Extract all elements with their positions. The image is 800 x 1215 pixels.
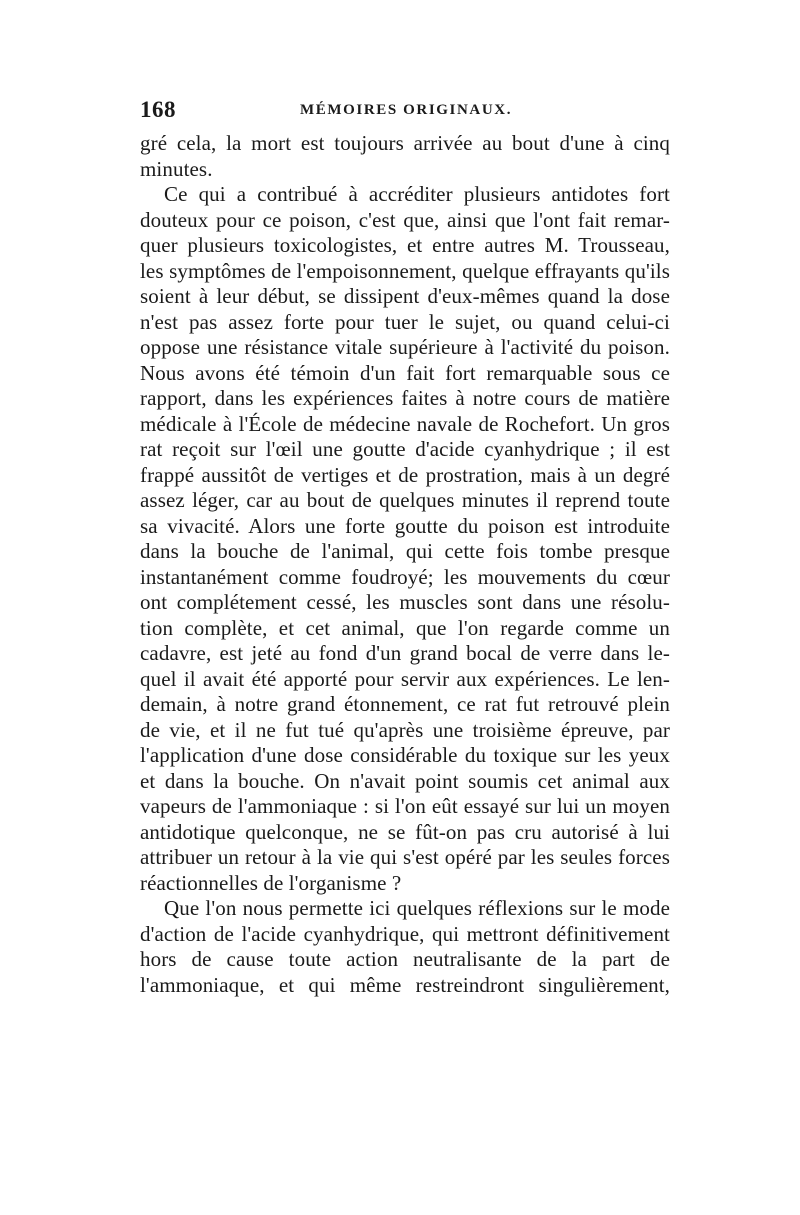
text-line: quel il avait été apporté pour servir aux expériences. Le len- bbox=[140, 666, 670, 691]
text-line: rapport, dans les expériences faites à notre cours de matière bbox=[140, 386, 670, 410]
text-line: frappé aussitôt de vertiges et de prostration, mais à un degré bbox=[140, 462, 670, 487]
text-line: attribuer un retour à la vie qui s'est opéré par les seules forces bbox=[140, 845, 670, 869]
text-line: médicale à l'École de médecine navale de Rochefort. Un gros bbox=[140, 411, 670, 436]
text-line: ont complétement cessé, les muscles sont dans une résolu- bbox=[140, 590, 670, 614]
page-number: 168 bbox=[140, 97, 176, 122]
text-line: sa vivacité. Alors une forte goutte du poison est introduite bbox=[140, 513, 670, 538]
text-line: Que l'on nous permette ici quelques réflexions sur le mode bbox=[164, 896, 670, 920]
text-line: oppose une résistance vitale supérieure à l'activité du poison. bbox=[140, 335, 670, 359]
text-line: minutes. bbox=[140, 156, 213, 181]
text-line: l'application d'une dose considérable du toxique sur les yeux bbox=[140, 743, 670, 767]
text-line: Ce qui a contribué à accréditer plusieurs antidotes fort bbox=[164, 182, 670, 206]
text-line: assez léger, car au bout de quelques minutes il reprend toute bbox=[140, 488, 670, 512]
text-line: quer plusieurs toxicologistes, et entre autres M. Trousseau, bbox=[140, 233, 670, 257]
text-line: instantanément comme foudroyé; les mouvements du cœur bbox=[140, 564, 670, 589]
text-line: gré cela, la mort est toujours arrivée au bout d'une à cinq bbox=[140, 131, 670, 155]
running-title: MÉMOIRES ORIGINAUX. bbox=[300, 102, 513, 118]
running-head bbox=[140, 97, 670, 127]
text-line: rat reçoit sur l'œil une goutte d'acide cyanhydrique ; il est bbox=[140, 437, 670, 461]
text-line: douteux pour ce poison, c'est que, ainsi que l'ont fait remar- bbox=[140, 207, 670, 232]
text-line: les symptômes de l'empoisonnement, quelque effrayants qu'ils bbox=[140, 258, 670, 283]
text-line: l'ammoniaque, et qui même restreindront singulièrement, bbox=[140, 972, 670, 997]
text-line: réactionnelles de l'organisme ? bbox=[140, 870, 402, 895]
text-line: antidotique quelconque, ne se fût-on pas cru autorisé à lui bbox=[140, 819, 670, 844]
body-text bbox=[140, 131, 670, 998]
text-line: hors de cause toute action neutralisante de la part de bbox=[140, 947, 670, 971]
text-line: demain, à notre grand étonnement, ce rat fut retrouvé plein bbox=[140, 692, 670, 716]
text-line: vapeurs de l'ammoniaque : si l'on eût essayé sur lui un moyen bbox=[140, 794, 670, 818]
text-line: Nous avons été témoin d'un fait fort remarquable sous ce bbox=[140, 360, 670, 385]
text-line: tion complète, et cet animal, que l'on regarde comme un bbox=[140, 615, 670, 640]
text-line: et dans la bouche. On n'avait point soumis cet animal aux bbox=[140, 768, 670, 793]
text-line: cadavre, est jeté au fond d'un grand bocal de verre dans le- bbox=[140, 641, 670, 665]
text-line: n'est pas assez forte pour tuer le sujet, ou quand celui-ci bbox=[140, 309, 670, 334]
text-line: soient à leur début, se dissipent d'eux-mêmes quand la dose bbox=[140, 284, 670, 308]
text-line: dans la bouche de l'animal, qui cette fois tombe presque bbox=[140, 539, 670, 563]
text-line: d'action de l'acide cyanhydrique, qui mettront définitivement bbox=[140, 921, 670, 946]
text-line: de vie, et il ne fut tué qu'après une troisième épreuve, par bbox=[140, 717, 670, 742]
